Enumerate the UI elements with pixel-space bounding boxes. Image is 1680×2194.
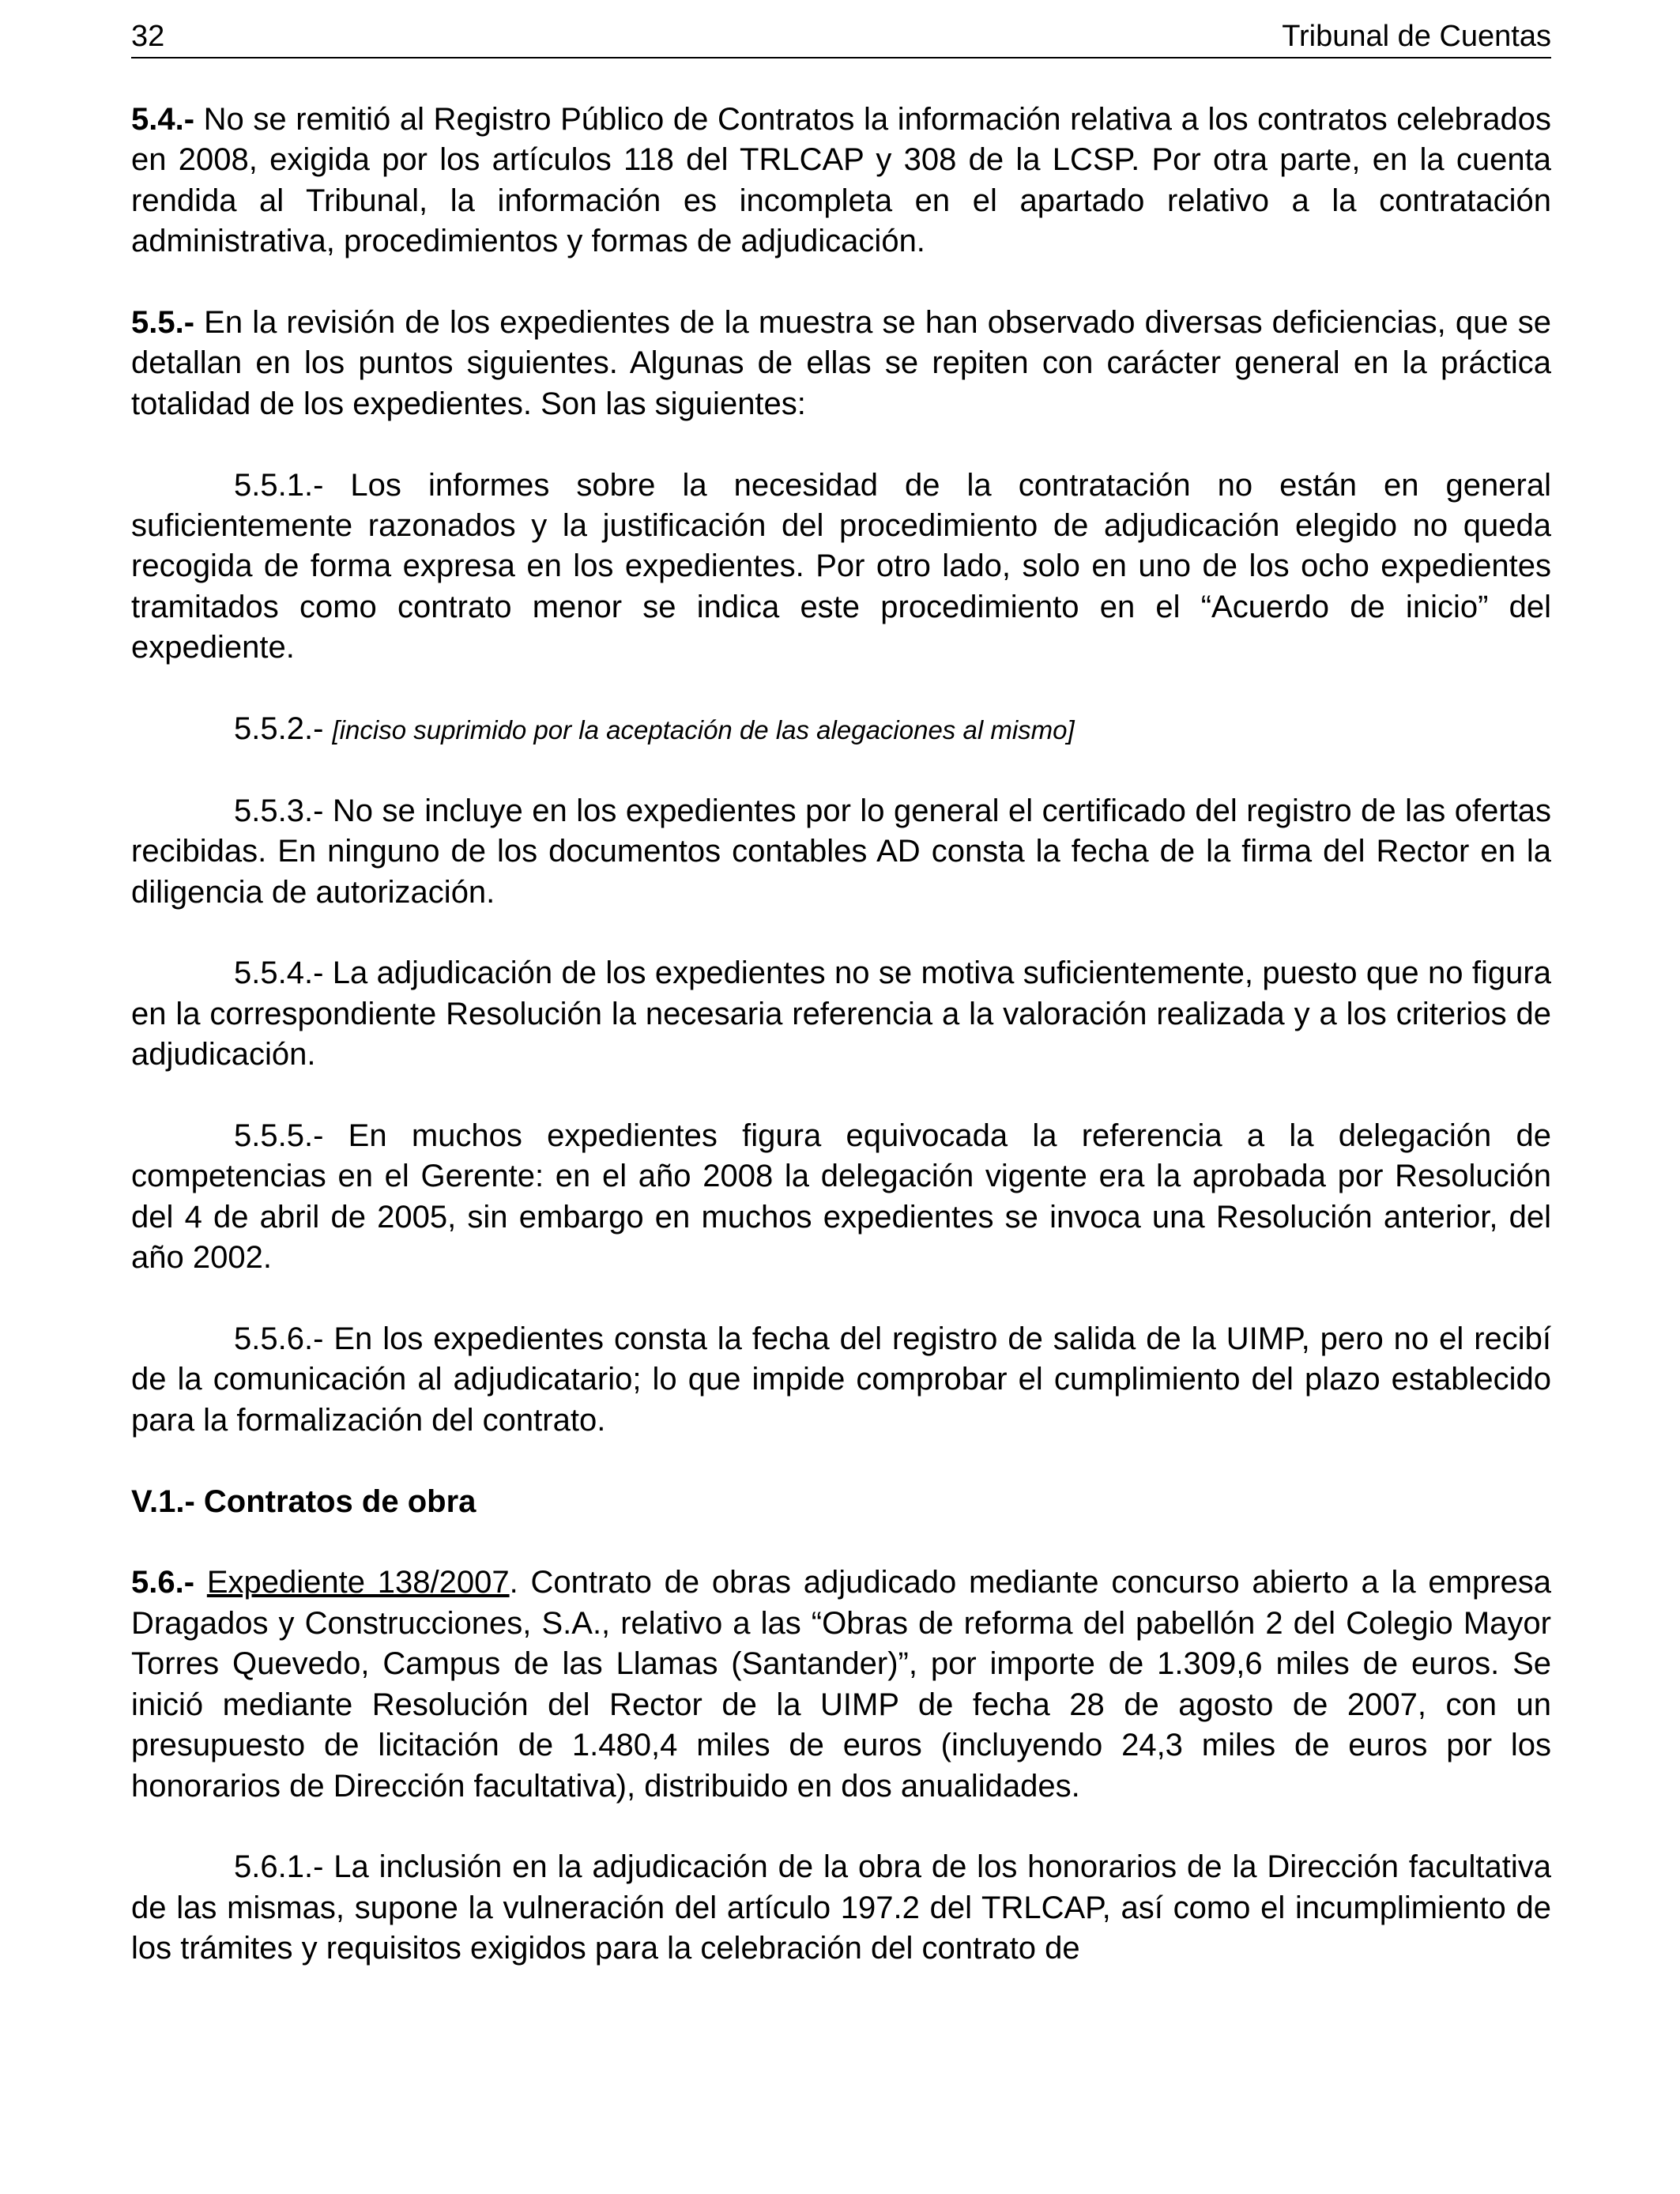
paragraph-5-5-3 xyxy=(131,791,1551,913)
paragraph-text: 5.5.1.- Los informes sobre la necesidad de la contratación no están en general suficientemente razonados y la justificación del procedimiento de adjudicación elegido no queda recogida de forma expresa en los expedientes. Por otro lado, solo en uno de los ocho expedientes tramitados como contrato menor se indica este procedimiento en el “Acuerdo de inicio” del expediente. xyxy=(131,467,1551,665)
paragraph-number: 5.5.2.- xyxy=(234,711,333,747)
page-number: 32 xyxy=(131,20,165,53)
paragraph-5-4 xyxy=(131,100,1551,262)
paragraph-text: No se remitió al Registro Público de Contratos la información relativa a los contratos celebrados en 2008, exigida por los artículos 118 del TRLCAP y 308 de la LCSP. Por otra parte, en la cuenta rendida al Tribunal, la información es incompleta en el apartado relativo a la contratación administrativa, procedimientos y formas de adjudicación. xyxy=(131,102,1551,259)
paragraph-5-6 xyxy=(131,1563,1551,1806)
page-header xyxy=(131,16,1551,58)
paragraph-5-5-6 xyxy=(131,1319,1551,1441)
paragraph-text: En la revisión de los expedientes de la muestra se han observado diversas deficiencias, que se detallan en los puntos siguientes. Algunas de ellas se repiten con carácter general en la práctica totalidad de los expedientes. Son las siguientes: xyxy=(131,305,1551,421)
paragraph-number: 5.4.- xyxy=(131,102,195,137)
paragraph-text: 5.5.4.- La adjudicación de los expedientes no se motiva suficientemente, puesto que no figura en la correspondiente Resolución la necesaria referencia a la valoración realizada y a los criterios de adjudicación. xyxy=(131,956,1551,1072)
paragraph-5-6-1 xyxy=(131,1847,1551,1969)
paragraph-5-5-5 xyxy=(131,1116,1551,1279)
paragraph-number: 5.6.- xyxy=(131,1565,195,1600)
paragraph-text: 5.5.6.- En los expedientes consta la fecha del registro de salida de la UIMP, pero no el recibí de la comunicación al adjudicatario; lo que impide comprobar el cumplimiento del plazo establecido para la formalización del contrato. xyxy=(131,1321,1551,1438)
document-body xyxy=(131,100,1551,1970)
paragraph-5-5-1 xyxy=(131,466,1551,669)
paragraph-text: 5.5.5.- En muchos expedientes figura equivocada la referencia a la delegación de competencias en el Gerente: en el año 2008 la delegación vigente era la aprobada por Resolución del 4 de abril de 2005, sin embargo en muchos expedientes se invoca una Resolución anterior, del año 2002. xyxy=(131,1118,1551,1276)
header-institution: Tribunal de Cuentas xyxy=(1282,20,1551,53)
section-heading: V.1.- Contratos de obra xyxy=(131,1483,477,1519)
paragraph-text: 5.5.3.- No se incluye en los expedientes por lo general el certificado del registro de las ofertas recibidas. En ninguno de los documentos contables AD consta la fecha de la firma del Rector en la diligencia de autorización. xyxy=(131,793,1551,910)
paragraph-5-5-4 xyxy=(131,953,1551,1075)
paragraph-text: 5.6.1.- La inclusión en la adjudicación de la obra de los honorarios de la Dirección facultativa de las mismas, supone la vulneración del artículo 197.2 del TRLCAP, así como el incumplimiento de los trámites y requisitos exigidos para la celebración del contrato de xyxy=(131,1849,1551,1966)
expediente-reference: Expediente 138/2007 xyxy=(206,1565,510,1600)
paragraph-number: 5.5.- xyxy=(131,305,195,341)
paragraph-text: . Contrato de obras adjudicado mediante concurso abierto a la empresa Dragados y Construcciones, S.A., relativo a las “Obras de reforma del pabellón 2 del Colegio Mayor Torres Quevedo, Campus de las Llamas (Santander)”, por importe de 1.309,6 miles de euros. Se inició mediante Resolución del Rector de la UIMP de fecha 28 de agosto de 2007, con un presupuesto de licitación de 1.480,4 miles de euros (incluyendo 24,3 miles de euros por los honorarios de Dirección facultativa), distribuido en dos anualidades. xyxy=(131,1565,1552,1804)
paragraph-5-5-2 xyxy=(131,709,1551,750)
suppressed-note: [inciso suprimido por la aceptación de las alegaciones al mismo] xyxy=(332,715,1075,745)
paragraph-5-5 xyxy=(131,303,1551,424)
